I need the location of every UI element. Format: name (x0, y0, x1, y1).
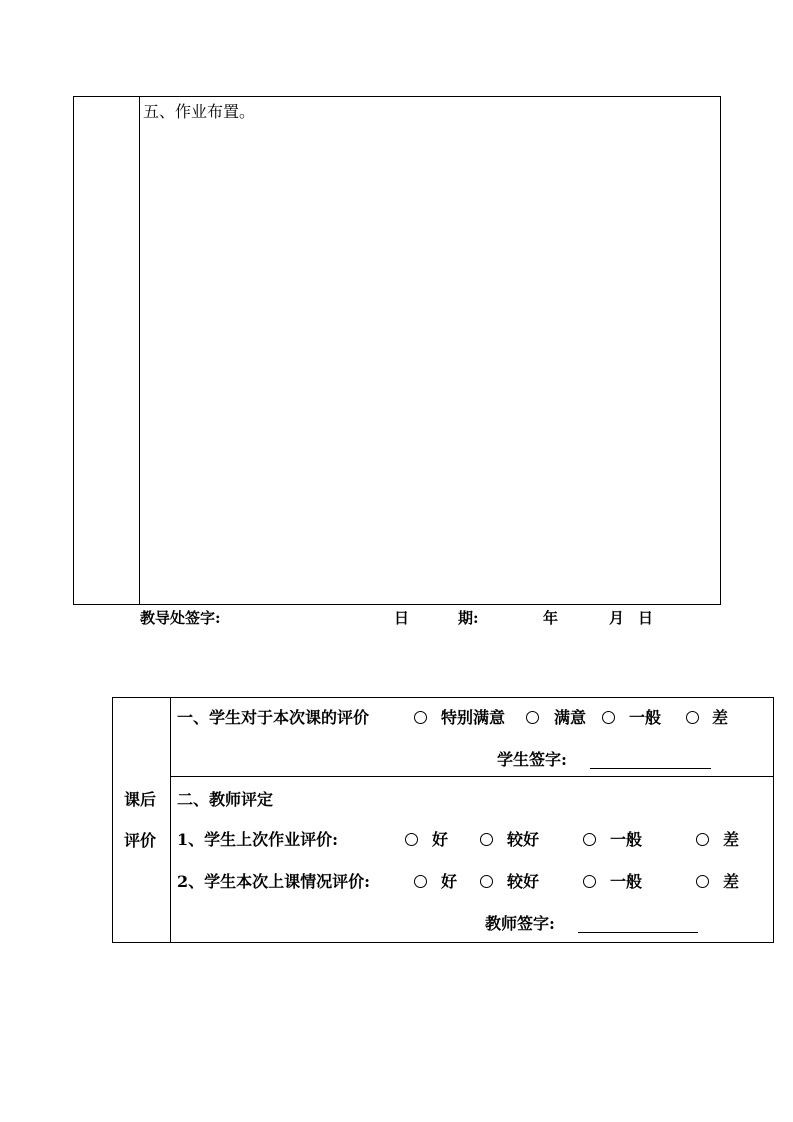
radio-average[interactable] (602, 711, 615, 724)
radio-item1-average[interactable] (583, 833, 596, 846)
radio-very-satisfied[interactable] (414, 711, 427, 724)
eval-table-left-border (112, 697, 113, 943)
radio-item1-good[interactable] (405, 833, 418, 846)
student-signature-label: 学生签字: (497, 750, 567, 769)
date-label-period-char: 期: (458, 609, 479, 627)
radio-item2-good[interactable] (414, 875, 427, 888)
option-very-satisfied-label: 特别满意 (441, 708, 506, 727)
homework-heading: 五、作业布置。 (143, 102, 256, 121)
radio-item1-poor[interactable] (696, 833, 709, 846)
year-label: 年 (543, 609, 559, 627)
radio-satisfied[interactable] (526, 711, 539, 724)
option-average-label: 一般 (629, 708, 662, 727)
homework-table-bottom-border (73, 604, 721, 605)
radio-item1-fairly-good[interactable] (480, 833, 493, 846)
office-signature-label: 教导处签字: (140, 609, 221, 627)
teacher-eval-item2-label: 2、学生本次上课情况评价: (177, 872, 371, 891)
homework-table-right-border (720, 96, 721, 605)
date-label-day-char: 日 (394, 609, 410, 627)
eval-table-row-divider (170, 776, 774, 777)
teacher-signature-label: 教师签字: (485, 914, 555, 933)
item1-option-poor-label: 差 (723, 830, 740, 849)
teacher-signature-line[interactable] (578, 932, 698, 933)
radio-poor[interactable] (686, 711, 699, 724)
eval-table-top-border (112, 697, 774, 698)
radio-item2-poor[interactable] (696, 875, 709, 888)
item1-option-average-label: 一般 (610, 830, 643, 849)
student-signature-line[interactable] (590, 768, 711, 769)
option-poor-label: 差 (712, 708, 729, 727)
item1-option-good-label: 好 (432, 830, 449, 849)
item2-option-fairly-good-label: 较好 (507, 872, 540, 891)
radio-item2-fairly-good[interactable] (480, 875, 493, 888)
item1-option-fairly-good-label: 较好 (507, 830, 540, 849)
eval-table-bottom-border (112, 942, 774, 943)
day-label: 日 (638, 609, 654, 627)
month-label: 月 (609, 609, 625, 627)
eval-table-divider (170, 697, 171, 943)
eval-table-right-border (773, 697, 774, 943)
item2-option-good-label: 好 (441, 872, 458, 891)
teacher-eval-item1-label: 1、学生上次作业评价: (177, 830, 339, 849)
item2-option-average-label: 一般 (610, 872, 643, 891)
homework-table-divider (139, 96, 140, 605)
option-satisfied-label: 满意 (554, 708, 587, 727)
eval-side-label-line1: 课后 (124, 790, 157, 809)
item2-option-poor-label: 差 (723, 872, 740, 891)
homework-table-top-border (73, 96, 721, 97)
eval-side-label-line2: 评价 (124, 831, 157, 850)
radio-item2-average[interactable] (583, 875, 596, 888)
teacher-eval-heading: 二、教师评定 (177, 790, 274, 809)
student-eval-label: 一、学生对于本次课的评价 (177, 708, 370, 727)
homework-table-left-border (73, 96, 74, 605)
